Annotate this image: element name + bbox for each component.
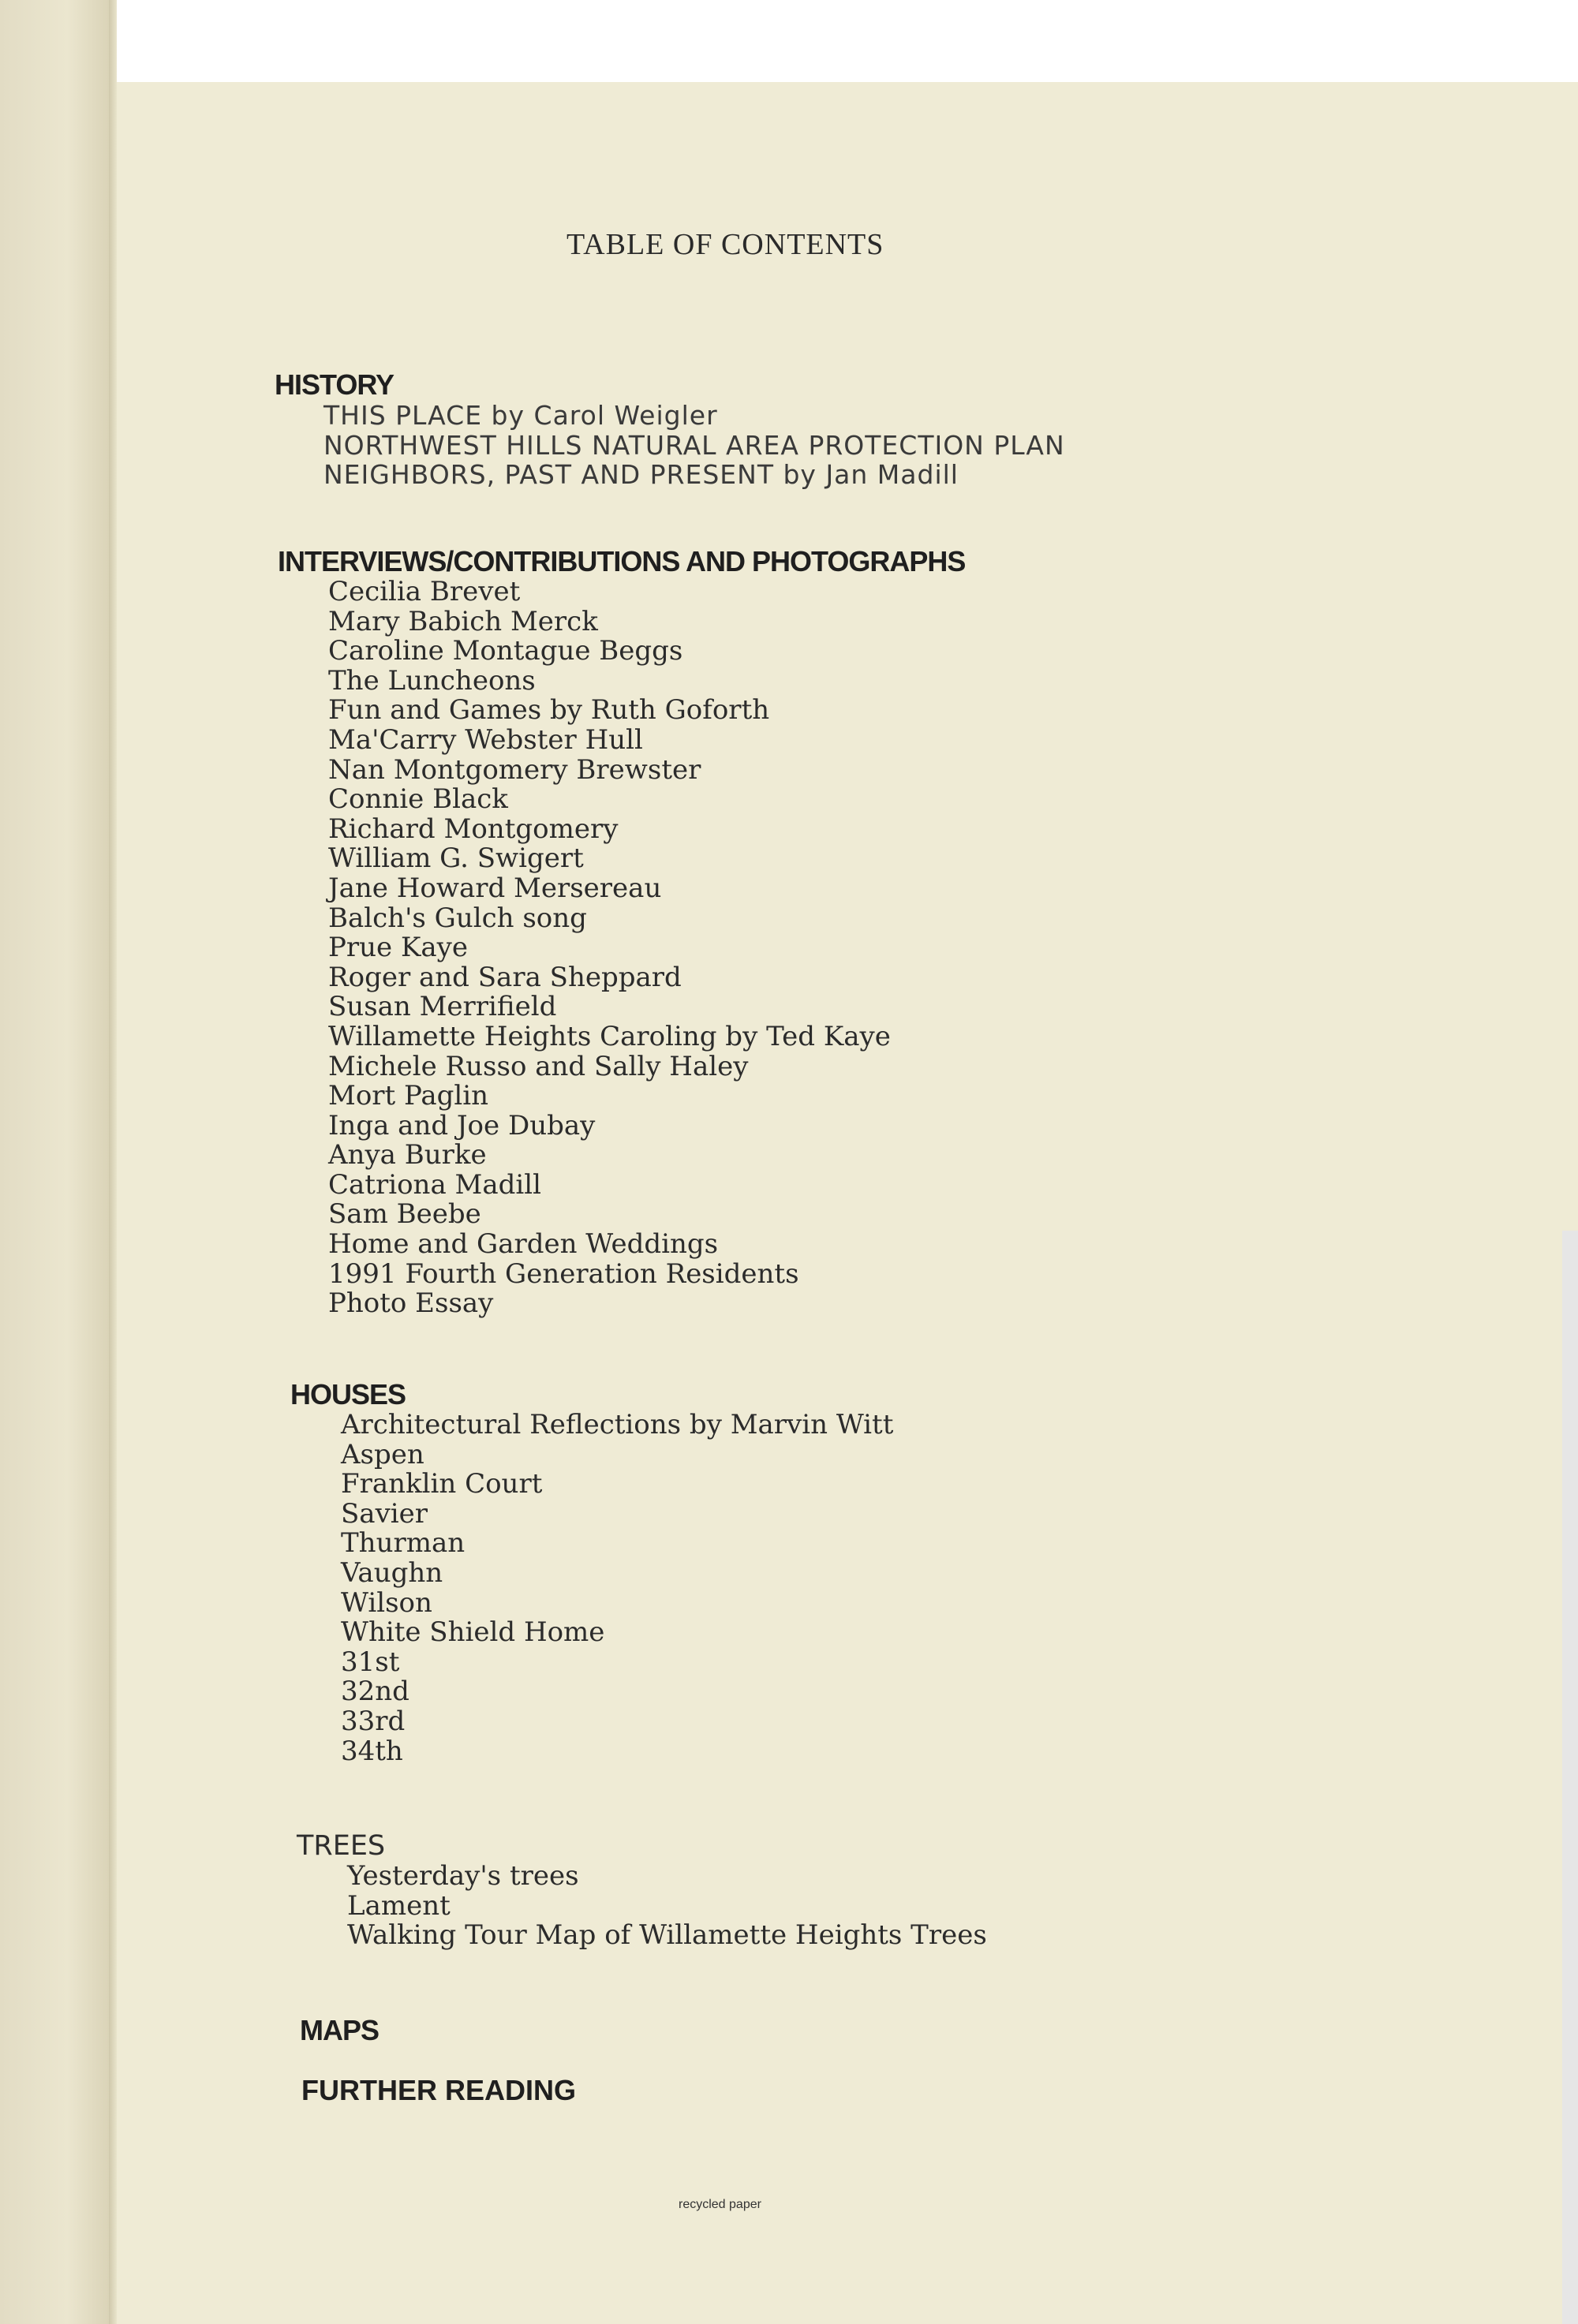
list-item: Photo Essay (328, 1287, 494, 1320)
list-item: 32nd (341, 1676, 409, 1708)
section-items (347, 1862, 987, 1951)
list-item: Susan Merrifield (328, 991, 557, 1023)
list-item: 33rd (341, 1705, 406, 1737)
list-item: Michele Russo and Sally Haley (328, 1050, 749, 1082)
list-item: NEIGHBORS, PAST AND PRESENT by Jan Madill (323, 459, 959, 491)
list-item: Wilson (341, 1586, 432, 1619)
list-item: Savier (341, 1497, 428, 1530)
list-item: Sam Beebe (328, 1198, 481, 1231)
list-item: Willamette Heights Caroling by Ted Kaye (328, 1020, 891, 1052)
section-items (323, 401, 1065, 490)
section-interviews (278, 546, 965, 1319)
list-item: 1991 Fourth Generation Residents (328, 1257, 799, 1290)
list-item: Lament (347, 1889, 451, 1922)
list-item: Prue Kaye (328, 932, 468, 964)
list-item: Anya Burke (328, 1139, 487, 1171)
background-corner (1562, 1231, 1578, 2324)
list-item: Ma'Carry Webster Hull (328, 723, 643, 756)
list-item: William G. Swigert (328, 843, 584, 875)
list-item: Catriona Madill (328, 1168, 541, 1201)
page-title: TABLE OF CONTENTS (567, 228, 884, 261)
list-item: Fun and Games by Ruth Goforth (328, 694, 770, 727)
footer-note: recycled paper (679, 2198, 761, 2211)
list-item: Mort Paglin (328, 1080, 489, 1112)
list-item: Richard Montgomery (328, 813, 619, 845)
section-houses (290, 1379, 893, 1766)
list-item: White Shield Home (341, 1616, 605, 1649)
list-item: The Luncheons (328, 664, 536, 697)
section-heading: FURTHER READING (301, 2074, 576, 2106)
section-items (328, 577, 965, 1319)
list-item: Caroline Montague Beggs (328, 635, 683, 667)
list-item: 34th (341, 1735, 403, 1767)
section-further-reading (301, 2075, 576, 2106)
list-item: Aspen (341, 1438, 424, 1470)
section-heading: HOUSES (290, 1378, 406, 1410)
book-gutter (109, 0, 117, 2324)
list-item: Thurman (341, 1527, 466, 1560)
list-item: Inga and Joe Dubay (328, 1109, 596, 1141)
list-item: Jane Howard Mersereau (328, 872, 662, 904)
section-heading: TREES (297, 1830, 386, 1862)
list-item: Architectural Reflections by Marvin Witt (341, 1409, 894, 1440)
section-trees (297, 1830, 987, 1951)
section-history (275, 369, 1065, 490)
section-maps (300, 2015, 379, 2046)
book-spine-shadow (0, 0, 112, 2324)
list-item: NORTHWEST HILLS NATURAL AREA PROTECTION PLAN (323, 429, 1065, 461)
list-item: Nan Montgomery Brewster (328, 753, 701, 786)
section-heading: HISTORY (275, 368, 394, 401)
list-item: Connie Black (328, 783, 508, 816)
list-item: Walking Tour Map of Willamette Heights Trees (347, 1919, 987, 1952)
list-item: Franklin Court (341, 1468, 543, 1500)
list-item: Yesterday's trees (347, 1860, 579, 1892)
list-item: Balch's Gulch song (328, 902, 587, 934)
list-item: Roger and Sara Sheppard (328, 961, 682, 993)
section-heading: INTERVIEWS/CONTRIBUTIONS AND PHOTOGRAPHS (278, 545, 966, 577)
section-items (341, 1410, 893, 1766)
list-item: 31st (341, 1646, 400, 1678)
list-item: THIS PLACE by Carol Weigler (323, 400, 718, 431)
list-item: Mary Babich Merck (328, 605, 598, 637)
list-item: Vaughn (341, 1556, 443, 1589)
list-item: Home and Garden Weddings (328, 1228, 719, 1261)
list-item: Cecilia Brevet (328, 576, 521, 607)
section-heading: MAPS (300, 2014, 380, 2046)
